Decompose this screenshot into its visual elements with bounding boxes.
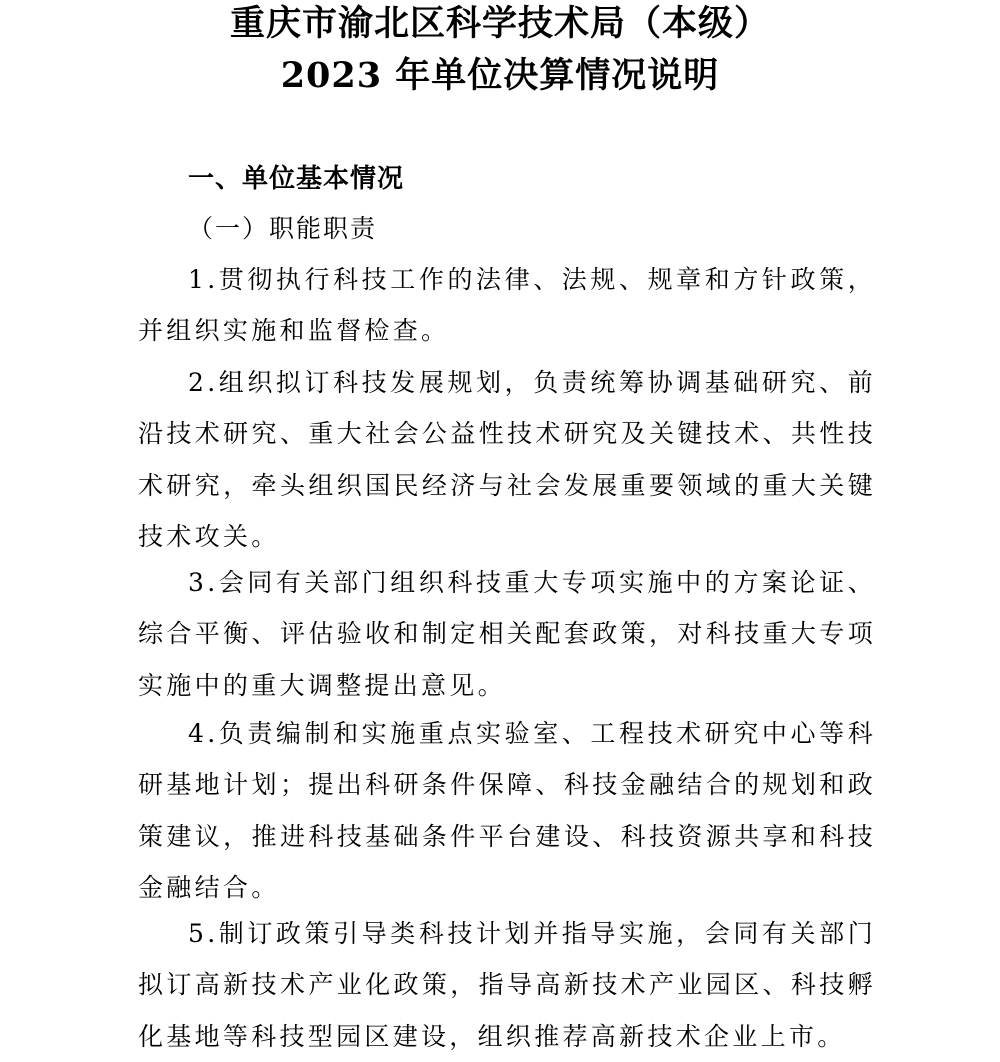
- document-title-line-2: 2023 年单位决算情况说明: [280, 55, 720, 96]
- paragraph-1: 1.贯彻执行科技工作的法律、法规、规章和方针政策，并组织实施和监督检查。: [138, 265, 876, 346]
- paragraph-3: 3.会同有关部门组织科技重大专项实施中的方案论证、综合平衡、评估验收和制定相关配套政策，对科技重大专项实施中的重大调整提出意见。: [138, 568, 876, 700]
- section-heading: 一、单位基本情况: [188, 164, 405, 194]
- paragraph-4: 4.负责编制和实施重点实验室、工程技术研究中心等科研基地计划；提出科研条件保障、科技金融结合的规划和政策建议，推进科技基础条件平台建设、科技资源共享和科技金融结合。: [138, 719, 876, 903]
- paragraph-2: 2.组织拟订科技发展规划，负责统筹协调基础研究、前沿技术研究、重大社会公益性技术研究及关键技术、共性技术研究，牵头组织国民经济与社会发展重要领域的重大关键技术攻关。: [138, 368, 876, 552]
- document-title-line-1: 重庆市渝北区科学技术局（本级）: [229, 3, 770, 44]
- subsection-heading: （一）职能职责: [188, 214, 378, 243]
- paragraph-5: 5.制订政策引导类科技计划并指导实施，会同有关部门拟订高新技术产业化政策，指导高新技术产业园区、科技孵化基地等科技型园区建设，组织推荐高新技术企业上市。: [138, 919, 876, 1051]
